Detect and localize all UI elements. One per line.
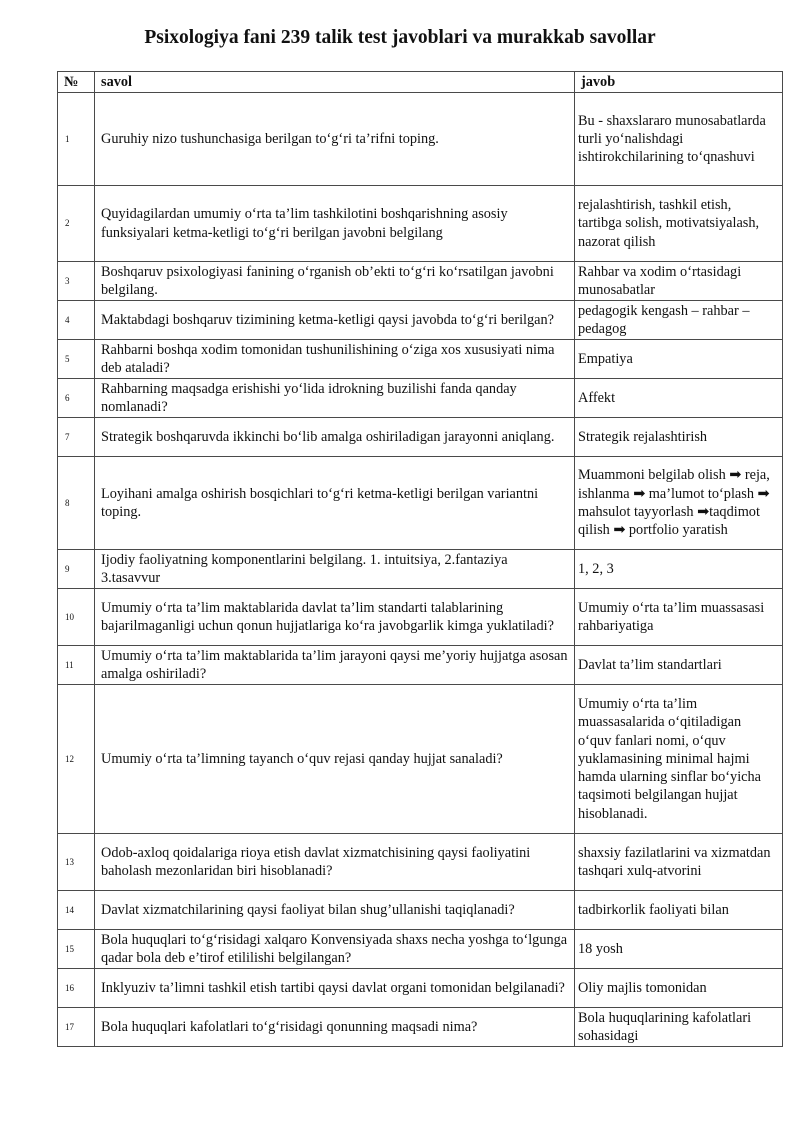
question-cell: Ijodiy faoliyatning komponentlarini belgilang. 1. intuitsiya, 2.fantaziya 3.tasavvur — [95, 550, 575, 589]
table-row — [58, 93, 783, 186]
table-row — [58, 379, 783, 418]
table-row — [58, 685, 783, 834]
answer-cell: 18 yosh — [575, 930, 783, 969]
row-number: 15 — [58, 930, 95, 969]
table-row — [58, 969, 783, 1008]
question-cell: Bola huquqlari to‘g‘risidagi xalqaro Konvensiyada shaxs necha yoshga to‘lgunga qadar bola deb e’tirof etililishi belgilangan? — [95, 930, 575, 969]
table-row — [58, 457, 783, 550]
header-answer: javob — [575, 72, 783, 93]
question-cell: Strategik boshqaruvda ikkinchi bo‘lib amalga oshiriladigan jarayonni aniqlang. — [95, 418, 575, 457]
table-row — [58, 589, 783, 646]
answer-cell: pedagogik kengash – rahbar – pedagog — [575, 301, 783, 340]
header-number: № — [58, 72, 95, 93]
row-number: 11 — [58, 646, 95, 685]
answer-cell: shaxsiy fazilatlarini va xizmatdan tashqari xulq-atvorini — [575, 834, 783, 891]
answer-cell: Muammoni belgilab olish ➡ reja, ishlanma ➡ ma’lumot to‘plash ➡ mahsulot tayyorlash ➡taqdimot qilish ➡ portfolio yaratish — [575, 457, 783, 550]
question-cell: Guruhiy nizo tushunchasiga berilgan to‘g‘ri ta’rifni toping. — [95, 93, 575, 186]
table-row — [58, 891, 783, 930]
table-row — [58, 340, 783, 379]
question-cell: Odob-axloq qoidalariga rioya etish davlat xizmatchisining qaysi faoliyatini baholash mezonlaridan biri hisoblanadi? — [95, 834, 575, 891]
table-row — [58, 930, 783, 969]
answer-cell: rejalashtirish, tashkil etish, tartibga solish, motivatsiyalash, nazorat qilish — [575, 186, 783, 262]
row-number: 4 — [58, 301, 95, 340]
answer-cell: Rahbar va xodim o‘rtasidagi munosabatlar — [575, 262, 783, 301]
answer-cell: Empatiya — [575, 340, 783, 379]
page-title: Psixologiya fani 239 talik test javoblari va murakkab savollar — [144, 27, 656, 48]
row-number: 5 — [58, 340, 95, 379]
question-cell: Boshqaruv psixologiyasi fanining o‘rganish ob’ekti to‘g‘ri ko‘rsatilgan javobni belgilang. — [95, 262, 575, 301]
answer-cell: Bola huquqlarining kafolatlari sohasidagi — [575, 1008, 783, 1047]
header-question: savol — [95, 72, 575, 93]
answer-cell: Affekt — [575, 379, 783, 418]
question-cell: Bola huquqlari kafolatlari to‘g‘risidagi qonunning maqsadi nima? — [95, 1008, 575, 1047]
question-cell: Davlat xizmatchilarining qaysi faoliyat bilan shug’ullanishi taqiqlanadi? — [95, 891, 575, 930]
question-cell: Rahbarning maqsadga erishishi yo‘lida idrokning buzilishi fanda qanday nomlanadi? — [95, 379, 575, 418]
row-number: 7 — [58, 418, 95, 457]
qa-table — [57, 71, 783, 1047]
question-cell: Quyidagilardan umumiy o‘rta ta’lim tashkilotini boshqarishning asosiy funksiyalari ketma-ketligi to‘g‘ri berilgan javobni belgilang — [95, 186, 575, 262]
answer-cell: Strategik rejalashtirish — [575, 418, 783, 457]
table-row — [58, 262, 783, 301]
answer-cell: tadbirkorlik faoliyati bilan — [575, 891, 783, 930]
question-cell: Rahbarni boshqa xodim tomonidan tushunilishining o‘ziga xos xususiyati nima deb ataladi? — [95, 340, 575, 379]
row-number: 17 — [58, 1008, 95, 1047]
answer-cell: 1, 2, 3 — [575, 550, 783, 589]
row-number: 12 — [58, 685, 95, 834]
row-number: 13 — [58, 834, 95, 891]
row-number: 16 — [58, 969, 95, 1008]
table-row — [58, 301, 783, 340]
answer-cell: Bu - shaxslararo munosabatlarda turli yo‘nalishdagi ishtirokchilarining to‘qnashuvi — [575, 93, 783, 186]
row-number: 8 — [58, 457, 95, 550]
row-number: 14 — [58, 891, 95, 930]
answer-cell: Oliy majlis tomonidan — [575, 969, 783, 1008]
table-header-row — [58, 72, 783, 93]
question-cell: Umumiy o‘rta ta’lim maktablarida ta’lim jarayoni qaysi me’yoriy hujjatga asosan amalga oshiriladi? — [95, 646, 575, 685]
row-number: 10 — [58, 589, 95, 646]
table-row — [58, 550, 783, 589]
answer-cell: Umumiy o‘rta ta’lim muassasasi rahbariyatiga — [575, 589, 783, 646]
table-row — [58, 1008, 783, 1047]
table-row — [58, 834, 783, 891]
row-number: 1 — [58, 93, 95, 186]
table-row — [58, 418, 783, 457]
question-cell: Inklyuziv ta’limni tashkil etish tartibi qaysi davlat organi tomonidan belgilanadi? — [95, 969, 575, 1008]
row-number: 6 — [58, 379, 95, 418]
question-cell: Loyihani amalga oshirish bosqichlari to‘g‘ri ketma-ketligi berilgan variantni toping. — [95, 457, 575, 550]
question-cell: Umumiy o‘rta ta’limning tayanch o‘quv rejasi qanday hujjat sanaladi? — [95, 685, 575, 834]
table-row — [58, 186, 783, 262]
answer-cell: Davlat ta’lim standartlari — [575, 646, 783, 685]
question-cell: Umumiy o‘rta ta’lim maktablarida davlat ta’lim standarti talablarining bajarilmaganligi uchun qonun hujjatlariga ko‘ra javobgarlik kimga yuklatiladi? — [95, 589, 575, 646]
row-number: 2 — [58, 186, 95, 262]
question-cell: Maktabdagi boshqaruv tizimining ketma-ketligi qaysi javobda to‘g‘ri berilgan? — [95, 301, 575, 340]
row-number: 3 — [58, 262, 95, 301]
table-row — [58, 646, 783, 685]
row-number: 9 — [58, 550, 95, 589]
answer-cell: Umumiy o‘rta ta’lim muassasalarida o‘qitiladigan o‘quv fanlari nomi, o‘quv yuklamasining minimal hajmi hamda ularning sinflar bo‘yicha taqsimoti belgilangan hujjat hisoblanadi. — [575, 685, 783, 834]
